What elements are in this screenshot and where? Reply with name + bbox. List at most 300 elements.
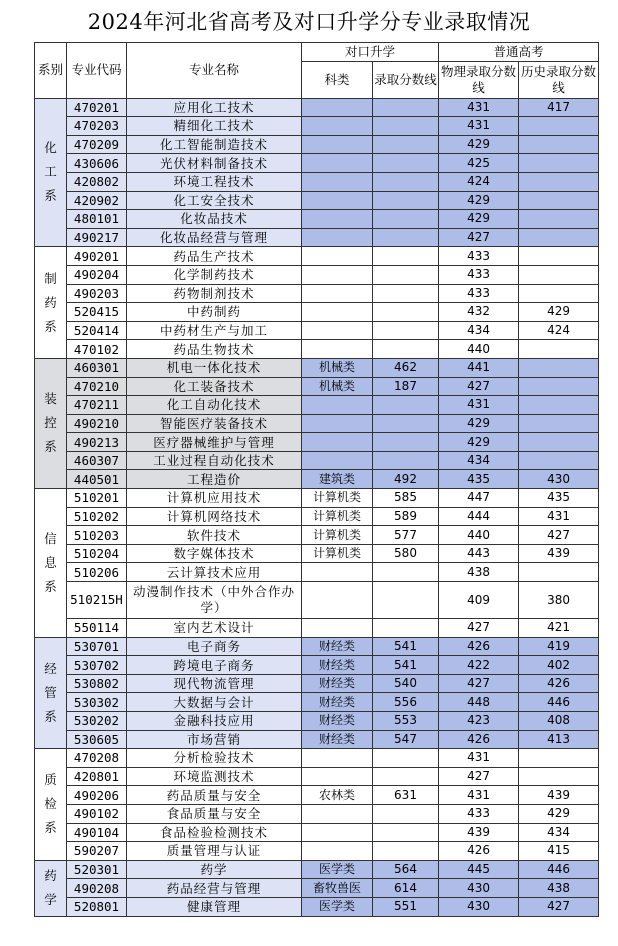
- category-cell: [302, 172, 373, 191]
- vocational-score: [373, 823, 439, 842]
- table-row: [35, 526, 599, 545]
- physics-score: 427: [439, 767, 519, 786]
- history-score: 446: [519, 693, 599, 712]
- physics-score: 429: [439, 210, 519, 229]
- table-row: [35, 637, 599, 656]
- category-cell: [302, 340, 373, 359]
- dept-name: 制药系: [44, 270, 57, 334]
- physics-score: 429: [439, 433, 519, 452]
- history-score: 413: [519, 730, 599, 749]
- major-name: 分析检验技术: [127, 749, 302, 768]
- major-name: 应用化工技术: [127, 98, 302, 117]
- major-code: 530702: [67, 656, 127, 675]
- category-cell: [302, 767, 373, 786]
- category-cell: [302, 396, 373, 415]
- physics-score: 438: [439, 563, 519, 582]
- major-name: 金融科技应用: [127, 712, 302, 731]
- history-score: 408: [519, 712, 599, 731]
- vocational-score: [373, 749, 439, 768]
- major-code: 490203: [67, 284, 127, 303]
- major-code: 590207: [67, 842, 127, 861]
- category-cell: 畜牧兽医: [302, 879, 373, 898]
- major-code: 470102: [67, 340, 127, 359]
- major-name: 药品质量与安全: [127, 786, 302, 805]
- physics-score: 433: [439, 804, 519, 823]
- history-score: [519, 396, 599, 415]
- vocational-score: [373, 135, 439, 154]
- major-name: 电子商务: [127, 637, 302, 656]
- physics-score: 423: [439, 712, 519, 731]
- table-row: [35, 265, 599, 284]
- major-code: 530605: [67, 730, 127, 749]
- history-score: 429: [519, 804, 599, 823]
- category-cell: 医学类: [302, 897, 373, 916]
- history-score: 439: [519, 544, 599, 563]
- history-score: 424: [519, 321, 599, 340]
- major-name: 化工装备技术: [127, 377, 302, 396]
- major-name: 化妆品经营与管理: [127, 228, 302, 247]
- major-name: 药品生产技术: [127, 247, 302, 266]
- vocational-score: 614: [373, 879, 439, 898]
- physics-score: 426: [439, 730, 519, 749]
- history-score: [519, 191, 599, 210]
- history-score: 415: [519, 842, 599, 861]
- vocational-score: [373, 172, 439, 191]
- history-score: 429: [519, 303, 599, 322]
- category-cell: 农林类: [302, 786, 373, 805]
- category-cell: 医学类: [302, 860, 373, 879]
- vocational-score: 556: [373, 693, 439, 712]
- history-score: [519, 340, 599, 359]
- major-name: 药品生物技术: [127, 340, 302, 359]
- vocational-score: [373, 117, 439, 136]
- table-body: [35, 98, 599, 916]
- major-code: 470208: [67, 749, 127, 768]
- history-score: 439: [519, 786, 599, 805]
- major-name: 药品经营与管理: [127, 879, 302, 898]
- history-score: 402: [519, 656, 599, 675]
- major-name: 中药材生产与加工: [127, 321, 302, 340]
- vocational-score: [373, 414, 439, 433]
- major-name: 化妆品技术: [127, 210, 302, 229]
- major-name: 食品检验检测技术: [127, 823, 302, 842]
- history-score: [519, 563, 599, 582]
- major-code: 490206: [67, 786, 127, 805]
- major-code: 440501: [67, 470, 127, 489]
- major-code: 460301: [67, 358, 127, 377]
- history-score: 434: [519, 823, 599, 842]
- category-cell: 财经类: [302, 637, 373, 656]
- history-score: 446: [519, 860, 599, 879]
- major-code: 530802: [67, 674, 127, 693]
- major-code: 510204: [67, 544, 127, 563]
- major-name: 云计算技术应用: [127, 563, 302, 582]
- history-score: [519, 284, 599, 303]
- table-row: [35, 470, 599, 489]
- physics-score: 444: [439, 507, 519, 526]
- history-score: [519, 451, 599, 470]
- category-cell: 计算机类: [302, 526, 373, 545]
- table-row: [35, 210, 599, 229]
- category-cell: 机械类: [302, 358, 373, 377]
- header-history: 历史录取分数线: [519, 61, 599, 98]
- dept-cell: [35, 860, 67, 916]
- header-vocational: 对口升学: [302, 43, 439, 62]
- physics-score: 431: [439, 98, 519, 117]
- table-row: [35, 358, 599, 377]
- category-cell: [302, 135, 373, 154]
- table-row: [35, 154, 599, 173]
- page-title: 2024年河北省高考及对口升学分专业录取情况: [87, 10, 531, 34]
- physics-score: 425: [439, 154, 519, 173]
- physics-score: 443: [439, 544, 519, 563]
- physics-score: 434: [439, 321, 519, 340]
- table-row: [35, 247, 599, 266]
- table-row: [35, 897, 599, 916]
- history-score: 421: [519, 619, 599, 638]
- major-code: 530302: [67, 693, 127, 712]
- category-cell: 财经类: [302, 656, 373, 675]
- history-score: 438: [519, 879, 599, 898]
- major-code: 550114: [67, 619, 127, 638]
- history-score: [519, 228, 599, 247]
- category-cell: 财经类: [302, 712, 373, 731]
- table-row: [35, 860, 599, 879]
- history-score: 427: [519, 526, 599, 545]
- table-row: [35, 284, 599, 303]
- category-cell: 财经类: [302, 674, 373, 693]
- vocational-score: [373, 340, 439, 359]
- vocational-score: 589: [373, 507, 439, 526]
- major-name: 化工自动化技术: [127, 396, 302, 415]
- vocational-score: [373, 619, 439, 638]
- physics-score: 424: [439, 172, 519, 191]
- major-name: 食品质量与安全: [127, 804, 302, 823]
- major-code: 510201: [67, 489, 127, 508]
- major-name: 市场营销: [127, 730, 302, 749]
- history-score: [519, 135, 599, 154]
- dept-name: 化工系: [44, 140, 57, 204]
- category-cell: [302, 284, 373, 303]
- vocational-score: 492: [373, 470, 439, 489]
- category-cell: [302, 191, 373, 210]
- major-code: 490208: [67, 879, 127, 898]
- category-cell: [302, 414, 373, 433]
- table-row: [35, 191, 599, 210]
- table-row: [35, 619, 599, 638]
- dept-name: 信息系: [44, 530, 57, 594]
- major-code: 520301: [67, 860, 127, 879]
- category-cell: 建筑类: [302, 470, 373, 489]
- physics-score: 448: [439, 693, 519, 712]
- major-code: 490104: [67, 823, 127, 842]
- physics-score: 433: [439, 284, 519, 303]
- major-code: 510215H: [67, 582, 127, 619]
- header-category: 科类: [302, 61, 373, 98]
- physics-score: 447: [439, 489, 519, 508]
- vocational-score: [373, 210, 439, 229]
- history-score: [519, 210, 599, 229]
- vocational-score: [373, 247, 439, 266]
- major-code: 490217: [67, 228, 127, 247]
- history-score: [519, 154, 599, 173]
- major-code: 490201: [67, 247, 127, 266]
- major-code: 520801: [67, 897, 127, 916]
- history-score: [519, 749, 599, 768]
- table-row: [35, 228, 599, 247]
- major-code: 470209: [67, 135, 127, 154]
- category-cell: [302, 582, 373, 619]
- table-row: [35, 172, 599, 191]
- vocational-score: [373, 451, 439, 470]
- table-row: [35, 693, 599, 712]
- table-row: [35, 749, 599, 768]
- vocational-score: 580: [373, 544, 439, 563]
- physics-score: 426: [439, 842, 519, 861]
- dept-cell: [35, 637, 67, 749]
- physics-score: 429: [439, 414, 519, 433]
- header-dept: 系别: [35, 43, 67, 99]
- physics-score: 440: [439, 340, 519, 359]
- category-cell: 财经类: [302, 693, 373, 712]
- major-code: 470203: [67, 117, 127, 136]
- major-name: 室内艺术设计: [127, 619, 302, 638]
- major-name: 药物制剂技术: [127, 284, 302, 303]
- vocational-score: 547: [373, 730, 439, 749]
- vocational-score: [373, 842, 439, 861]
- category-cell: [302, 247, 373, 266]
- physics-score: 427: [439, 377, 519, 396]
- physics-score: 429: [439, 191, 519, 210]
- dept-cell: [35, 247, 67, 359]
- major-code: 510203: [67, 526, 127, 545]
- header-code: 专业代码: [67, 43, 127, 99]
- major-code: 510202: [67, 507, 127, 526]
- history-score: [519, 414, 599, 433]
- physics-score: 430: [439, 897, 519, 916]
- history-score: 419: [519, 637, 599, 656]
- table-row: [35, 842, 599, 861]
- major-name: 工程造价: [127, 470, 302, 489]
- vocational-score: [373, 582, 439, 619]
- major-name: 中药制药: [127, 303, 302, 322]
- table-row: [35, 804, 599, 823]
- major-code: 420802: [67, 172, 127, 191]
- category-cell: [302, 154, 373, 173]
- history-score: 435: [519, 489, 599, 508]
- header-vo-score: 录取分数线: [373, 61, 439, 98]
- table-row: [35, 563, 599, 582]
- table-row: [35, 544, 599, 563]
- history-score: 417: [519, 98, 599, 117]
- major-code: 490210: [67, 414, 127, 433]
- history-score: [519, 433, 599, 452]
- physics-score: 429: [439, 135, 519, 154]
- vocational-score: [373, 396, 439, 415]
- major-name: 光伏材料制备技术: [127, 154, 302, 173]
- table-row: [35, 767, 599, 786]
- history-score: 430: [519, 470, 599, 489]
- major-name: 医疗器械维护与管理: [127, 433, 302, 452]
- physics-score: 422: [439, 656, 519, 675]
- major-name: 智能医疗装备技术: [127, 414, 302, 433]
- dept-cell: [35, 489, 67, 638]
- vocational-score: [373, 321, 439, 340]
- vocational-score: 541: [373, 637, 439, 656]
- vocational-score: [373, 265, 439, 284]
- dept-cell: [35, 749, 67, 861]
- vocational-score: [373, 767, 439, 786]
- vocational-score: 631: [373, 786, 439, 805]
- major-name: 化学制药技术: [127, 265, 302, 284]
- category-cell: [302, 228, 373, 247]
- header-name: 专业名称: [127, 43, 302, 99]
- category-cell: 计算机类: [302, 489, 373, 508]
- history-score: [519, 265, 599, 284]
- category-cell: 计算机类: [302, 544, 373, 563]
- table-row: [35, 433, 599, 452]
- history-score: 380: [519, 582, 599, 619]
- physics-score: 433: [439, 265, 519, 284]
- major-code: 420801: [67, 767, 127, 786]
- major-name: 环境监测技术: [127, 767, 302, 786]
- major-code: 460307: [67, 451, 127, 470]
- vocational-score: [373, 804, 439, 823]
- category-cell: [302, 321, 373, 340]
- category-cell: [302, 433, 373, 452]
- history-score: 431: [519, 507, 599, 526]
- category-cell: [302, 563, 373, 582]
- major-name: 数字媒体技术: [127, 544, 302, 563]
- table-row: [35, 507, 599, 526]
- major-name: 跨境电子商务: [127, 656, 302, 675]
- physics-score: 430: [439, 879, 519, 898]
- history-score: 427: [519, 897, 599, 916]
- vocational-score: [373, 98, 439, 117]
- dept-name: 经管系: [44, 660, 57, 724]
- category-cell: [302, 117, 373, 136]
- admission-table: [34, 42, 599, 917]
- table-row: [35, 712, 599, 731]
- physics-score: 433: [439, 247, 519, 266]
- physics-score: 440: [439, 526, 519, 545]
- vocational-score: 564: [373, 860, 439, 879]
- major-name: 机电一体化技术: [127, 358, 302, 377]
- vocational-score: 540: [373, 674, 439, 693]
- vocational-score: [373, 284, 439, 303]
- history-score: [519, 358, 599, 377]
- major-name: 质量管理与认证: [127, 842, 302, 861]
- category-cell: 机械类: [302, 377, 373, 396]
- vocational-score: 577: [373, 526, 439, 545]
- category-cell: [302, 619, 373, 638]
- physics-score: 441: [439, 358, 519, 377]
- major-name: 现代物流管理: [127, 674, 302, 693]
- physics-score: 431: [439, 117, 519, 136]
- physics-score: 427: [439, 674, 519, 693]
- table-row: [35, 396, 599, 415]
- physics-score: 427: [439, 619, 519, 638]
- category-cell: [302, 842, 373, 861]
- major-name: 动漫制作技术（中外合作办学）: [127, 582, 302, 619]
- category-cell: 财经类: [302, 730, 373, 749]
- major-code: 430606: [67, 154, 127, 173]
- major-code: 490102: [67, 804, 127, 823]
- major-name: 化工安全技术: [127, 191, 302, 210]
- vocational-score: [373, 191, 439, 210]
- table-row: [35, 823, 599, 842]
- table-row: [35, 135, 599, 154]
- physics-score: 434: [439, 451, 519, 470]
- vocational-score: 541: [373, 656, 439, 675]
- table-row: [35, 489, 599, 508]
- physics-score: 427: [439, 228, 519, 247]
- dept-cell: [35, 98, 67, 247]
- history-score: [519, 767, 599, 786]
- category-cell: [302, 303, 373, 322]
- table-row: [35, 340, 599, 359]
- physics-score: 426: [439, 637, 519, 656]
- major-code: 490213: [67, 433, 127, 452]
- major-code: 480101: [67, 210, 127, 229]
- major-name: 软件技术: [127, 526, 302, 545]
- table-row: [35, 98, 599, 117]
- major-name: 精细化工技术: [127, 117, 302, 136]
- vocational-score: [373, 228, 439, 247]
- physics-score: 409: [439, 582, 519, 619]
- physics-score: 439: [439, 823, 519, 842]
- history-score: [519, 117, 599, 136]
- dept-name: 药学: [44, 868, 57, 908]
- major-code: 530701: [67, 637, 127, 656]
- vocational-score: 551: [373, 897, 439, 916]
- header-general: 普通高考: [439, 43, 599, 62]
- history-score: 426: [519, 674, 599, 693]
- physics-score: 445: [439, 860, 519, 879]
- category-cell: [302, 749, 373, 768]
- physics-score: 431: [439, 786, 519, 805]
- table-row: [35, 730, 599, 749]
- vocational-score: 187: [373, 377, 439, 396]
- category-cell: [302, 98, 373, 117]
- vocational-score: [373, 433, 439, 452]
- vocational-score: 462: [373, 358, 439, 377]
- table-row: [35, 674, 599, 693]
- history-score: [519, 247, 599, 266]
- table-row: [35, 377, 599, 396]
- vocational-score: [373, 303, 439, 322]
- table-row: [35, 656, 599, 675]
- major-code: 470201: [67, 98, 127, 117]
- major-code: 510206: [67, 563, 127, 582]
- major-name: 计算机应用技术: [127, 489, 302, 508]
- dept-name: 质检系: [44, 772, 57, 836]
- category-cell: 计算机类: [302, 507, 373, 526]
- physics-score: 435: [439, 470, 519, 489]
- category-cell: [302, 804, 373, 823]
- major-name: 工业过程自动化技术: [127, 451, 302, 470]
- category-cell: [302, 451, 373, 470]
- table-row: [35, 414, 599, 433]
- major-code: 520415: [67, 303, 127, 322]
- category-cell: [302, 823, 373, 842]
- vocational-score: 585: [373, 489, 439, 508]
- major-code: 520414: [67, 321, 127, 340]
- table-row: [35, 582, 599, 619]
- major-name: 药学: [127, 860, 302, 879]
- vocational-score: [373, 563, 439, 582]
- table-row: [35, 786, 599, 805]
